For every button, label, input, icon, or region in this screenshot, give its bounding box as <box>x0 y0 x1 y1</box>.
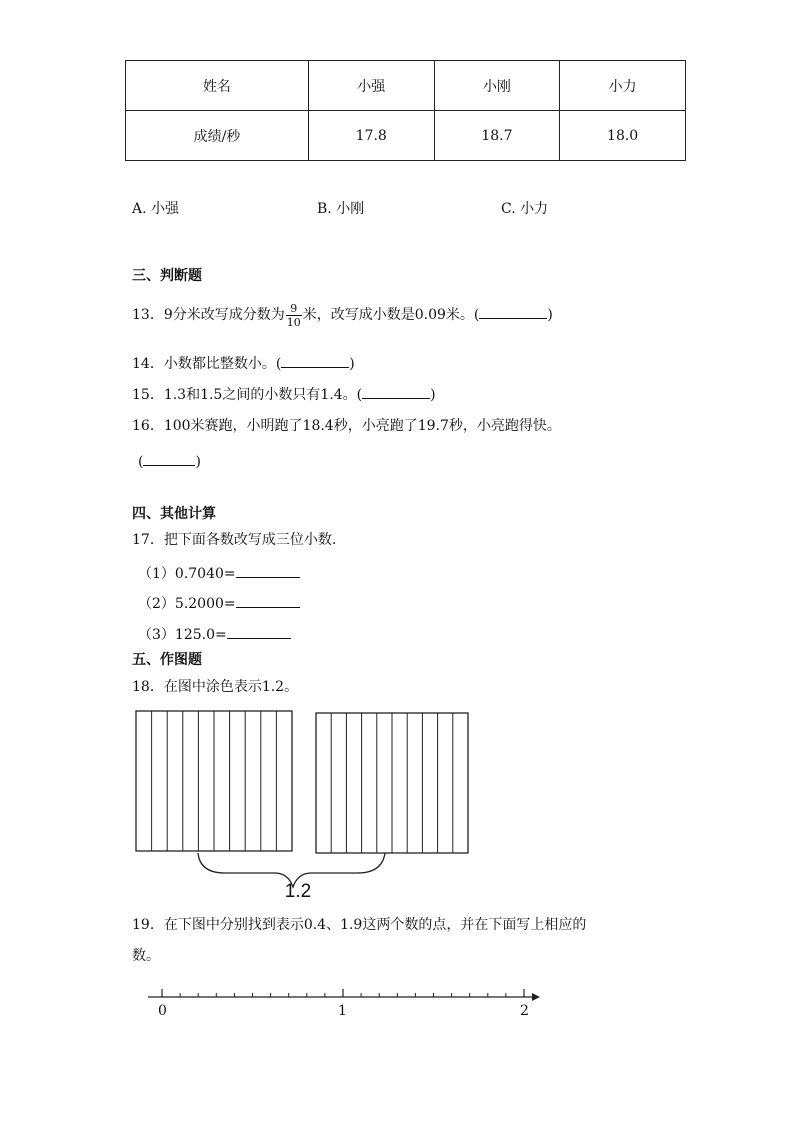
table-cell: 17.8 <box>308 111 434 161</box>
brace-label: 1.2 <box>284 881 312 900</box>
table-cell: 小力 <box>560 61 686 111</box>
strip-squares[interactable] <box>136 711 468 853</box>
question-14: 14．小数都比整数小。( ) <box>132 353 355 373</box>
section-heading: 四、其他计算 <box>132 506 216 522</box>
number-line-label: 2 <box>520 1003 529 1019</box>
question-17-item: （2）5.2000= <box>138 593 300 613</box>
section-heading: 五、作图题 <box>132 652 202 668</box>
question-15: 15．1.3和1.5之间的小数只有1.4。( ) <box>132 384 436 404</box>
table-cell: 18.0 <box>560 111 686 161</box>
table-row <box>126 111 686 161</box>
table-cell: 小刚 <box>434 61 560 111</box>
table-row <box>126 61 686 111</box>
question-17-item: （3）125.0= <box>138 624 291 644</box>
score-table <box>125 60 686 161</box>
table-cell: 18.7 <box>434 111 560 161</box>
question-17-title: 17．把下面各数改写成三位小数. <box>132 532 337 548</box>
answer-blank[interactable] <box>479 304 547 319</box>
question-19-line2: 数。 <box>132 948 160 964</box>
arrow-icon <box>532 993 540 1001</box>
number-line-label: 0 <box>158 1003 167 1019</box>
answer-blank[interactable] <box>143 451 195 466</box>
answer-blank[interactable] <box>236 593 300 608</box>
question-18-title: 18．在图中涂色表示1.2。 <box>132 679 299 695</box>
question-16: 16．100米赛跑，小明跑了18.4秒，小亮跑了19.7秒，小亮跑得快。 <box>132 418 561 434</box>
option-c[interactable]: C. 小力 <box>501 201 549 217</box>
number-line-ticks <box>162 989 524 997</box>
question-19-line1: 19．在下图中分别找到表示0.4、1.9这两个数的点，并在下面写上相应的 <box>132 917 587 933</box>
question-16-answer: ( ) <box>138 451 201 470</box>
question-13: 13．9分米改写成分数为 $\frac{9}{10}$ 米，改写成小数是0.09米。( ) <box>132 301 553 329</box>
decimal-strips-figure <box>130 705 480 900</box>
section-heading: 三、判断题 <box>132 268 202 284</box>
answer-blank[interactable] <box>281 353 349 368</box>
question-17-item: （1）0.7040= <box>138 563 300 583</box>
answer-blank[interactable] <box>227 624 291 639</box>
option-b[interactable]: B. 小刚 <box>317 201 365 217</box>
fraction: $\frac{9}{10}$ <box>286 301 301 329</box>
answer-blank[interactable] <box>362 384 430 399</box>
table-cell: 成绩/秒 <box>126 111 309 161</box>
table-cell: 小强 <box>308 61 434 111</box>
number-line-label: 1 <box>338 1003 347 1019</box>
number-line <box>140 985 550 1005</box>
table-cell: 姓名 <box>126 61 309 111</box>
answer-blank[interactable] <box>236 563 300 578</box>
option-a[interactable]: A. 小强 <box>132 201 180 217</box>
